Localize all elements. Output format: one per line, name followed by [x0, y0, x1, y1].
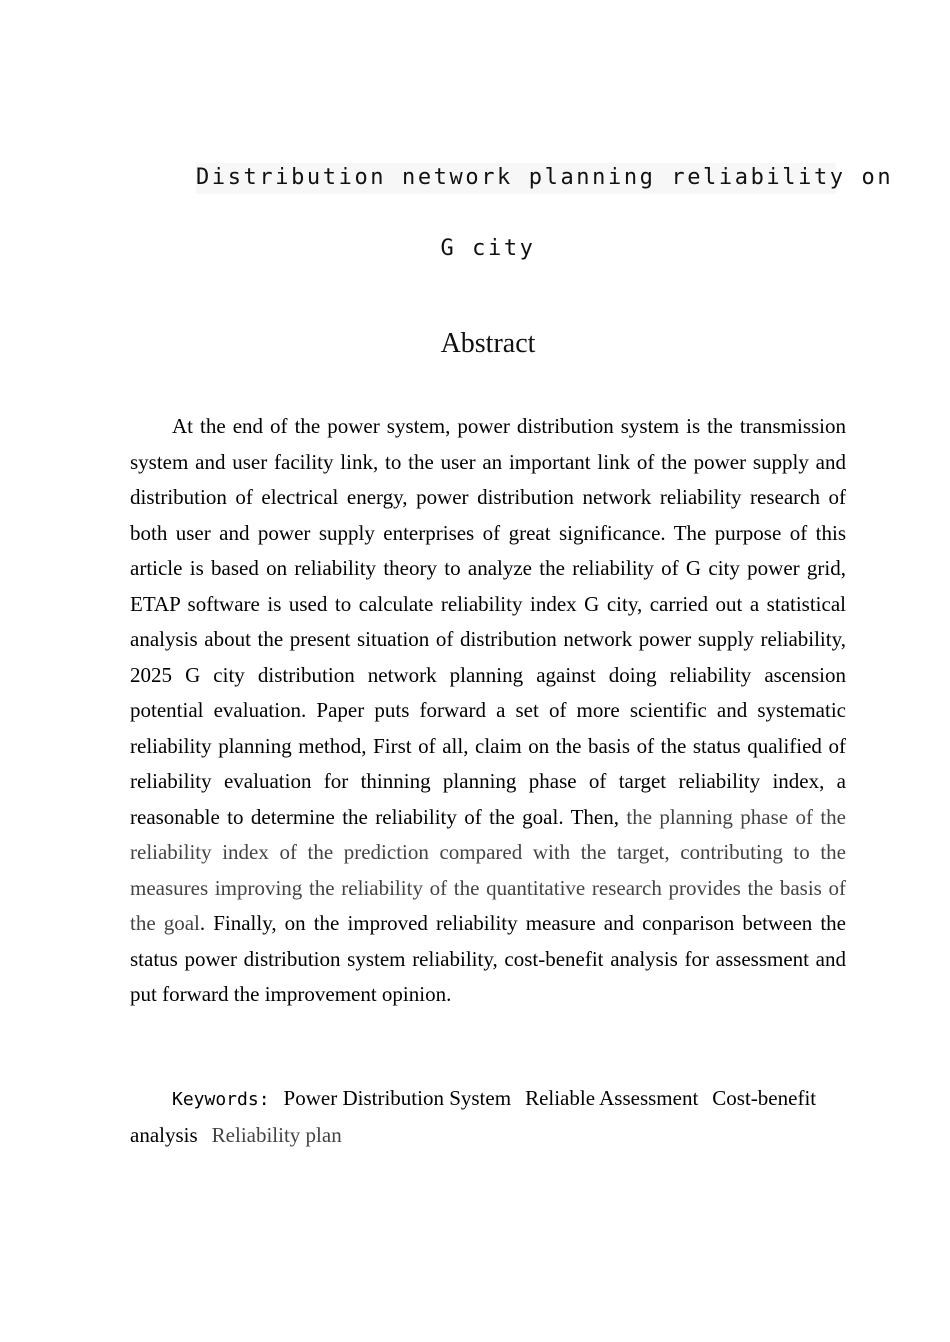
- abstract-heading: Abstract: [440, 328, 536, 359]
- keywords-paragraph: [130, 1081, 846, 1153]
- keyword-item: Reliable Assessment: [525, 1086, 699, 1110]
- abstract-text-part-1: At the end of the power system, power distribution system is the transmission system and user facility link, to the user an important link of the power supply and distribution of electrical energy, power distribution network reliability research of both user and power supply enterprises of great significance. The purpose of this article is based on reliability theory to analyze the reliability of G city power grid, ETAP software is used to calculate reliability index G city, carried out a statistical analysis about the present situation of distribution network power supply reliability, 2025 G city distribution network planning against doing reliability ascension potential evaluation. Paper puts forward a set of more scientific and systematic reliability planning method, First of all, claim on the basis of the status qualified of reliability evaluation for thinning planning phase of target reliability index, a reasonable to determine the reliability of the goal. Then,: [130, 414, 846, 829]
- title-line-2: G city: [440, 236, 536, 261]
- keyword-item: Power Distribution System: [283, 1086, 512, 1110]
- keyword-item: Reliability plan: [211, 1122, 342, 1147]
- abstract-text-part-3: . Finally, on the improved reliability measure and conparison between the status power distribution system reliability, cost-benefit analysis for assessment and put forward the improvement opinion.: [130, 911, 847, 1006]
- abstract-text-part-2: the planning phase of the reliability index of the prediction compared with the target, contributing to the measures improving the reliability of the quantitative research provides the basis of the goal: [130, 804, 847, 935]
- title-line-1: Distribution network planning reliability on: [196, 163, 836, 194]
- abstract-body: [130, 409, 846, 1013]
- keywords-label: Keywords:: [172, 1089, 270, 1110]
- keyword-item: Cost-benefit analysis: [130, 1086, 817, 1147]
